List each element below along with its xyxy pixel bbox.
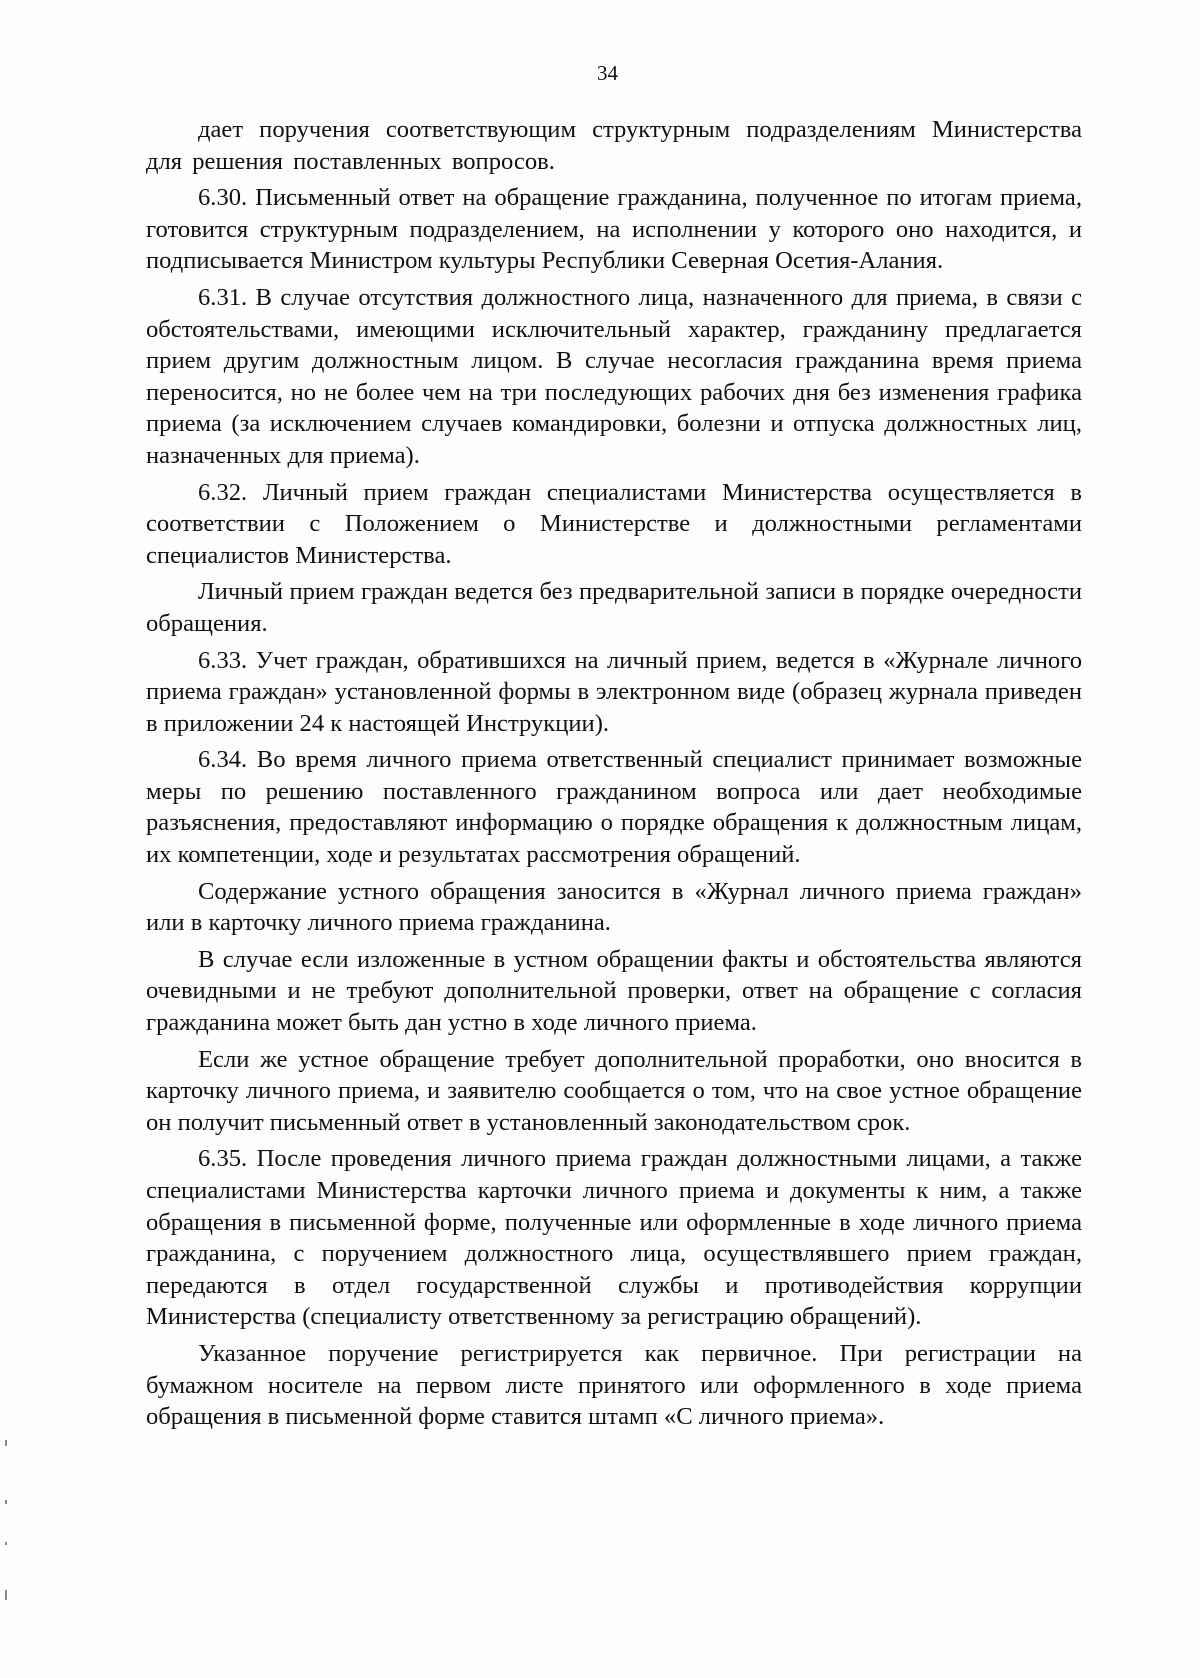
paragraph-continuation: дает поручения соответствующим структурным подразделениям Министерства для решения поставленных вопросов. — [146, 116, 1082, 175]
paragraph-6-31: 6.31. В случае отсутствия должностного лица, назначенного для приема, в связи с обстоятельствами, имеющими исключительный характер, гражданину предлагается прием другим должностным лицом. В случае несогласия гражданина время приема переносится, но не более чем на три последующих рабочих дня без изменения графика приема (за исключением случаев командировки, болезни и отпуска должностных лиц, назначенных для приема). — [146, 283, 1082, 469]
paragraph-6-30: 6.30. Письменный ответ на обращение гражданина, полученное по итогам приема, готовится структурным подразделением, на исполнении у которого оно находится, и подписывается Министром культуры Республики Северная Осетия-Алания. — [146, 184, 1082, 275]
paragraph-written-answer: Если же устное обращение требует дополнительной проработки, оно вносится в карточку личного приема, и заявителю сообщается о том, что на свое устное обращение он получит письменный ответ в установленный законодательством срок. — [146, 1045, 1082, 1136]
paragraph-6-35: 6.35. После проведения личного приема граждан должностными лицами, а также специалистами Министерства карточки личного приема и документы к ним, а также обращения в письменной форме, полученные или оформленные в ходе личного приема гражданина, с поручением должностного лица, осуществлявшего прием граждан, передаются в отдел государственной службы и противодействия коррупции Министерства (специалисту ответственному за регистрацию обращений). — [146, 1145, 1082, 1331]
scan-edge-marks — [5, 1440, 11, 1640]
paragraph-oral-content: Содержание устного обращения заносится в «Журнал личного приема граждан» или в карточку личного приема гражданина. — [146, 877, 1082, 937]
paragraph-6-33: 6.33. Учет граждан, обратившихся на личный прием, ведется в «Журнале личного приема граждан» установленной формы в электронном виде (образец журнала приведен в приложении 24 к настоящей Инструкции). — [146, 646, 1082, 737]
paragraph-6-32: 6.32. Личный прием граждан специалистами Министерства осуществляется в соответствии с Положением о Министерстве и должностными регламентами специалистов Министерства. — [146, 478, 1082, 569]
page-number: 34 — [597, 61, 618, 85]
paragraph-6-32-note: Личный прием граждан ведется без предварительной записи в порядке очередности обращения. — [146, 578, 1082, 637]
document-body — [146, 114, 1082, 1438]
paragraph-registration: Указанное поручение регистрируется как первичное. При регистрации на бумажном носителе на первом листе принятого или оформленного в ходе приема обращения в письменной форме ставится штамп «С личного приема». — [146, 1339, 1082, 1431]
paragraph-6-34: 6.34. Во время личного приема ответственный специалист принимает возможные меры по решению поставленного гражданином вопроса или дает необходимые разъяснения, предоставляют информацию о порядке обращения к должностным лицам, их компетенции, ходе и результатах рассмотрения обращений. — [146, 746, 1082, 869]
paragraph-oral-answer: В случае если изложенные в устном обращении факты и обстоятельства являются очевидными и не требуют дополнительной проверки, ответ на обращение с согласия гражданина может быть дан устно в ходе личного приема. — [146, 945, 1082, 1037]
